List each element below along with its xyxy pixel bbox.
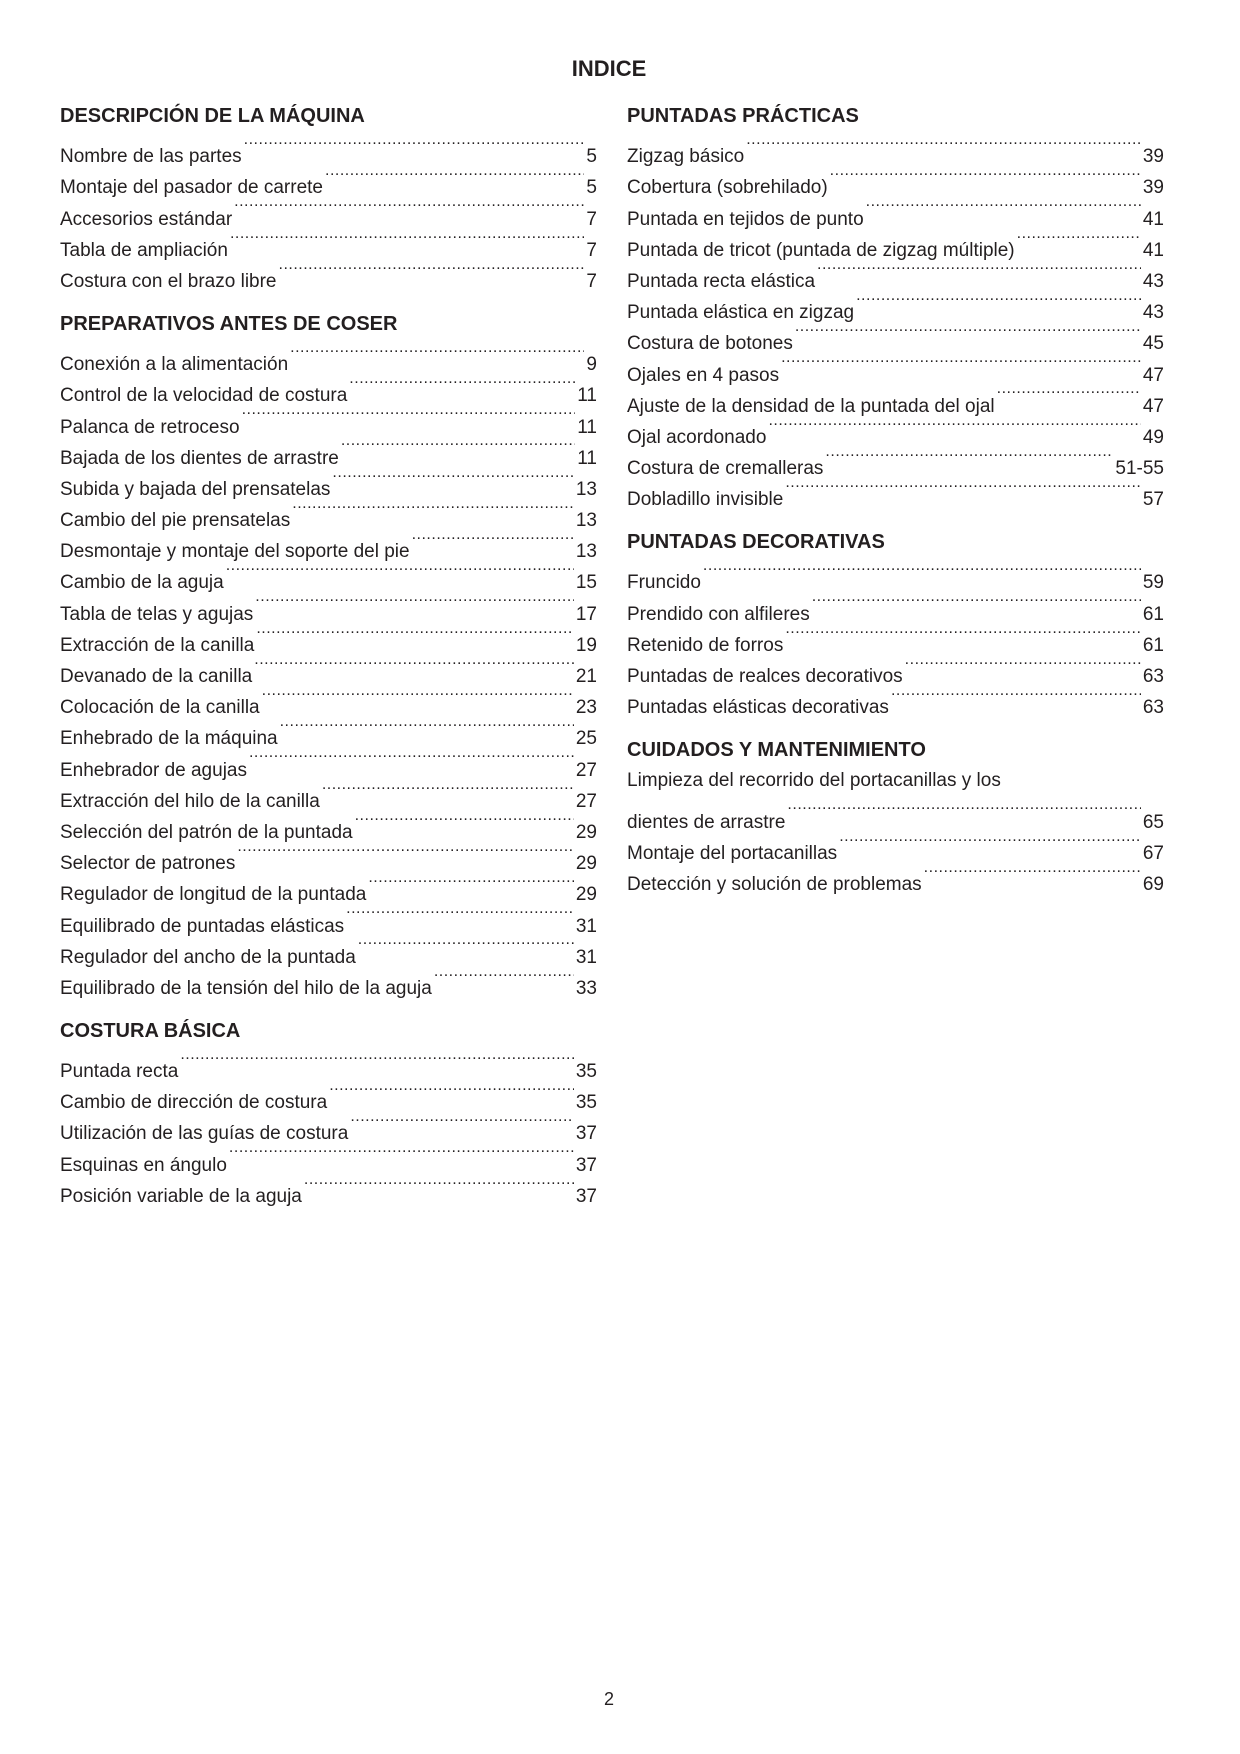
dot-leader (412, 526, 574, 557)
dot-leader (785, 474, 1141, 505)
toc-entry-label: Costura de botones (627, 333, 793, 355)
dot-leader (795, 318, 1141, 349)
section-title: PREPARATIVOS ANTES DE COSER (60, 312, 398, 335)
dot-leader (346, 900, 574, 931)
toc-entry-page: 67 (1142, 842, 1164, 864)
toc-entry-page: 39 (1142, 177, 1164, 199)
toc-entry[interactable] (60, 1046, 597, 1083)
dot-leader (256, 620, 574, 651)
toc-entry-page: 23 (575, 697, 597, 719)
toc-entry-label: Palanca de retroceso (60, 416, 240, 438)
toc-entry-label: Esquinas en ángulo (60, 1154, 227, 1176)
toc-entry-label: Desmontaje y montaje del soporte del pie (60, 541, 410, 563)
toc-entry-label: Extracción de la canilla (60, 634, 255, 656)
dot-leader (905, 651, 1141, 682)
toc-entry-label: Conexión a la alimentación (60, 354, 289, 376)
toc-entry-label: Costura con el brazo libre (60, 270, 277, 292)
toc-entry-page: 11 (577, 385, 597, 407)
toc-entry-page: 61 (1142, 634, 1164, 656)
dot-leader (785, 620, 1141, 651)
toc-entry-label: Limpieza del recorrido del portacanillas y los (627, 770, 1001, 792)
toc-entry-page: 11 (577, 447, 597, 469)
left-column (60, 103, 597, 1226)
dot-leader (768, 412, 1140, 443)
dot-leader (434, 963, 574, 994)
toc-entry-label: Equilibrado de la tensión del hilo de la aguja (60, 977, 432, 999)
toc-entry-label: Prendido con alfileres (627, 603, 810, 625)
toc-entry-label: Montaje del pasador de carrete (60, 177, 323, 199)
toc-entry-label: Detección y solución de problemas (627, 873, 922, 895)
dot-leader (825, 443, 1113, 474)
toc-entry-label: dientes de arrastre (627, 811, 786, 833)
page-title: INDICE (571, 56, 647, 81)
toc-entry-page: 63 (1142, 666, 1164, 687)
section-title: DESCRIPCIÓN DE LA MÁQUINA (60, 105, 365, 127)
toc-entry-page: 33 (575, 977, 597, 999)
toc-entry-label: Cambio de dirección de costura (60, 1092, 328, 1114)
toc-entry-page: 21 (575, 666, 597, 687)
toc-entry-label: Colocación de la canilla (60, 697, 260, 719)
toc-entry-page: 29 (575, 884, 597, 906)
toc-entry-page: 37 (575, 1154, 597, 1176)
toc-entry-page: 65 (1142, 811, 1164, 833)
toc-entry-page: 45 (1142, 333, 1164, 355)
toc-entry-label: Ojal acordonado (627, 426, 767, 448)
dot-leader (358, 932, 574, 963)
toc-entry-page: 47 (1142, 395, 1164, 417)
dot-leader (249, 744, 574, 775)
toc-entry-label: Extracción del hilo de la canilla (60, 790, 320, 812)
toc-entry-page: 35 (575, 1061, 597, 1083)
dot-leader (703, 557, 1141, 588)
toc-section-puntadas-decorativas (627, 529, 1164, 719)
page-number: 2 (603, 1689, 614, 1709)
dot-leader (230, 225, 584, 256)
dot-leader (830, 162, 1141, 193)
toc-entry-page: 69 (1142, 873, 1164, 895)
toc-entry-label: Subida y bajada del prensatelas (60, 478, 331, 500)
toc-entry[interactable] (60, 131, 597, 168)
toc-entry-label: Puntada elástica en zigzag (627, 302, 855, 324)
toc-entry-page: 41 (1142, 239, 1164, 261)
toc-section-cuidados-y-mantenimiento (627, 737, 1164, 895)
toc-entry-page: 49 (1142, 426, 1164, 448)
toc-entry-label: Accesorios estándar (60, 208, 233, 230)
toc-entry-page: 59 (1142, 572, 1164, 594)
toc-entry-page: 5 (586, 177, 597, 199)
dot-leader (812, 588, 1141, 619)
toc-entry-label: Zigzag básico (627, 146, 745, 168)
dot-leader (817, 256, 1141, 287)
toc-entry-label: Regulador del ancho de la puntada (60, 946, 356, 968)
toc-entry-label: Control de la velocidad de costura (60, 385, 348, 407)
toc-entry-label: Montaje del portacanillas (627, 842, 838, 864)
dot-leader (746, 131, 1141, 162)
toc-entry-label: Tabla de ampliación (60, 239, 228, 261)
toc-entry-page: 63 (1142, 697, 1164, 719)
dot-leader (322, 776, 574, 807)
section-title: CUIDADOS Y MANTENIMIENTO (627, 739, 926, 762)
dot-leader (839, 828, 1141, 859)
dot-leader (997, 381, 1141, 412)
toc-entry-page: 27 (575, 759, 597, 781)
dot-leader (1017, 225, 1141, 256)
toc-entry-page: 29 (575, 853, 597, 875)
dot-leader (279, 256, 585, 287)
section-title: COSTURA BÁSICA (60, 1019, 241, 1042)
toc-entry-page: 37 (575, 1123, 597, 1145)
toc-entry-page: 51-55 (1115, 458, 1164, 480)
toc-entry-page: 13 (575, 510, 597, 532)
toc-entry-label: Dobladillo invisible (627, 489, 784, 511)
toc-entry[interactable] (627, 588, 1164, 625)
toc-entry-label: Fruncido (627, 572, 701, 594)
toc-entry-page: 15 (575, 572, 597, 594)
toc-entry-page: 9 (586, 354, 597, 376)
toc-entry-page: 57 (1142, 489, 1164, 511)
toc-entry-page: 25 (575, 728, 597, 750)
toc-entry-page: 37 (575, 1185, 597, 1207)
toc-entry-label: Cobertura (sobrehilado) (627, 177, 828, 199)
dot-leader (781, 349, 1141, 380)
toc-entry[interactable] (627, 131, 1164, 168)
toc-entry-label: Costura de cremalleras (627, 458, 824, 480)
toc-entry-label: Ojales en 4 pasos (627, 364, 780, 386)
dot-leader (244, 131, 585, 162)
toc-entry-label: Puntada de tricot (puntada de zigzag múltiple) (627, 239, 1015, 261)
toc-section-descripcion-de-la-maquina (60, 103, 597, 292)
dot-leader (329, 1077, 574, 1108)
toc-entry-label: Tabla de telas y agujas (60, 603, 254, 625)
right-column (627, 103, 1164, 914)
toc-entry[interactable] (60, 339, 597, 376)
toc-entry-label: Bajada de los dientes de arrastre (60, 447, 339, 469)
toc-entry-page: 7 (586, 270, 597, 292)
dot-leader (341, 433, 575, 464)
dot-leader (237, 838, 574, 869)
toc-entry-label: Enhebrador de agujas (60, 759, 247, 781)
toc-entry-label: Enhebrado de la máquina (60, 728, 278, 750)
toc-entry-page: 7 (586, 239, 597, 261)
toc-section-costura-basica (60, 1018, 597, 1207)
toc-entry-label: Cambio del pie prensatelas (60, 510, 291, 532)
toc-entry-label: Regulador de longitud de la puntada (60, 884, 367, 906)
toc-entry-page: 31 (575, 946, 597, 968)
toc-entry-page: 11 (577, 416, 597, 438)
dot-leader (242, 401, 576, 432)
dot-leader (866, 193, 1141, 224)
dot-leader (229, 1139, 574, 1170)
toc-entry-label: Utilización de las guías de costura (60, 1123, 349, 1145)
toc-entry-page: 17 (575, 603, 597, 625)
toc-entry-label: Puntada en tejidos de punto (627, 208, 864, 230)
dot-leader (325, 162, 584, 193)
dot-leader (787, 796, 1140, 827)
toc-entry-page: 41 (1142, 208, 1164, 230)
dot-leader (290, 339, 584, 370)
toc-entry-page: 13 (575, 478, 597, 500)
dot-leader (355, 807, 574, 838)
dot-leader (255, 588, 574, 619)
toc-entry-label: Puntadas elásticas decorativas (627, 697, 889, 719)
dot-leader (226, 557, 574, 588)
toc-entry-page: 19 (575, 634, 597, 656)
toc-entry-page: 31 (575, 915, 597, 937)
toc-section-preparativos-antes-de-coser (60, 311, 597, 999)
dot-leader (262, 682, 574, 713)
dot-leader (304, 1171, 574, 1202)
toc-entry-label: Posición variable de la aguja (60, 1185, 302, 1207)
toc-entry-page: 43 (1142, 270, 1164, 292)
toc-entry-page: 61 (1142, 603, 1164, 625)
toc-entry-page: 39 (1142, 146, 1164, 168)
toc-entry[interactable] (627, 796, 1164, 833)
toc-entry-page: 43 (1142, 302, 1164, 324)
toc-entry-label: Puntada recta elástica (627, 270, 816, 292)
dot-leader (234, 193, 584, 224)
section-title: PUNTADAS DECORATIVAS (627, 531, 885, 554)
dot-leader (891, 682, 1141, 713)
toc-entry-page: 27 (575, 790, 597, 812)
toc-entry-label: Selector de patrones (60, 853, 236, 875)
toc-entry-page: 29 (575, 821, 597, 843)
dot-leader (368, 869, 574, 900)
section-title: PUNTADAS PRÁCTICAS (627, 105, 859, 127)
toc-entry-page: 7 (586, 208, 597, 230)
dot-leader (332, 464, 573, 495)
toc-entry-label: Ajuste de la densidad de la puntada del ojal (627, 395, 995, 417)
toc-entry-label: Equilibrado de puntadas elásticas (60, 915, 345, 937)
toc-entry[interactable] (627, 765, 1164, 796)
toc-entry-label: Cambio de la aguja (60, 572, 224, 594)
toc-entry[interactable] (627, 557, 1164, 594)
toc-section-puntadas-practicas (627, 103, 1164, 511)
dot-leader (280, 713, 574, 744)
toc-entry-label: Puntadas de realces decorativos (627, 666, 903, 687)
dot-leader (292, 495, 574, 526)
toc-entry-label: Puntada recta (60, 1061, 179, 1083)
dot-leader (349, 370, 575, 401)
toc-entry-page: 5 (586, 146, 597, 168)
toc-entry-label: Retenido de forros (627, 634, 784, 656)
toc-entry-label: Devanado de la canilla (60, 666, 253, 687)
dot-leader (924, 859, 1141, 890)
toc-entry-label: Selección del patrón de la puntada (60, 821, 353, 843)
toc-entry-page: 47 (1142, 364, 1164, 386)
dot-leader (180, 1046, 574, 1077)
dot-leader (350, 1108, 574, 1139)
dot-leader (254, 651, 574, 682)
toc-entry-label: Nombre de las partes (60, 146, 242, 168)
dot-leader (856, 287, 1141, 318)
toc-entry-page: 13 (575, 541, 597, 563)
toc-entry-page: 35 (575, 1092, 597, 1114)
